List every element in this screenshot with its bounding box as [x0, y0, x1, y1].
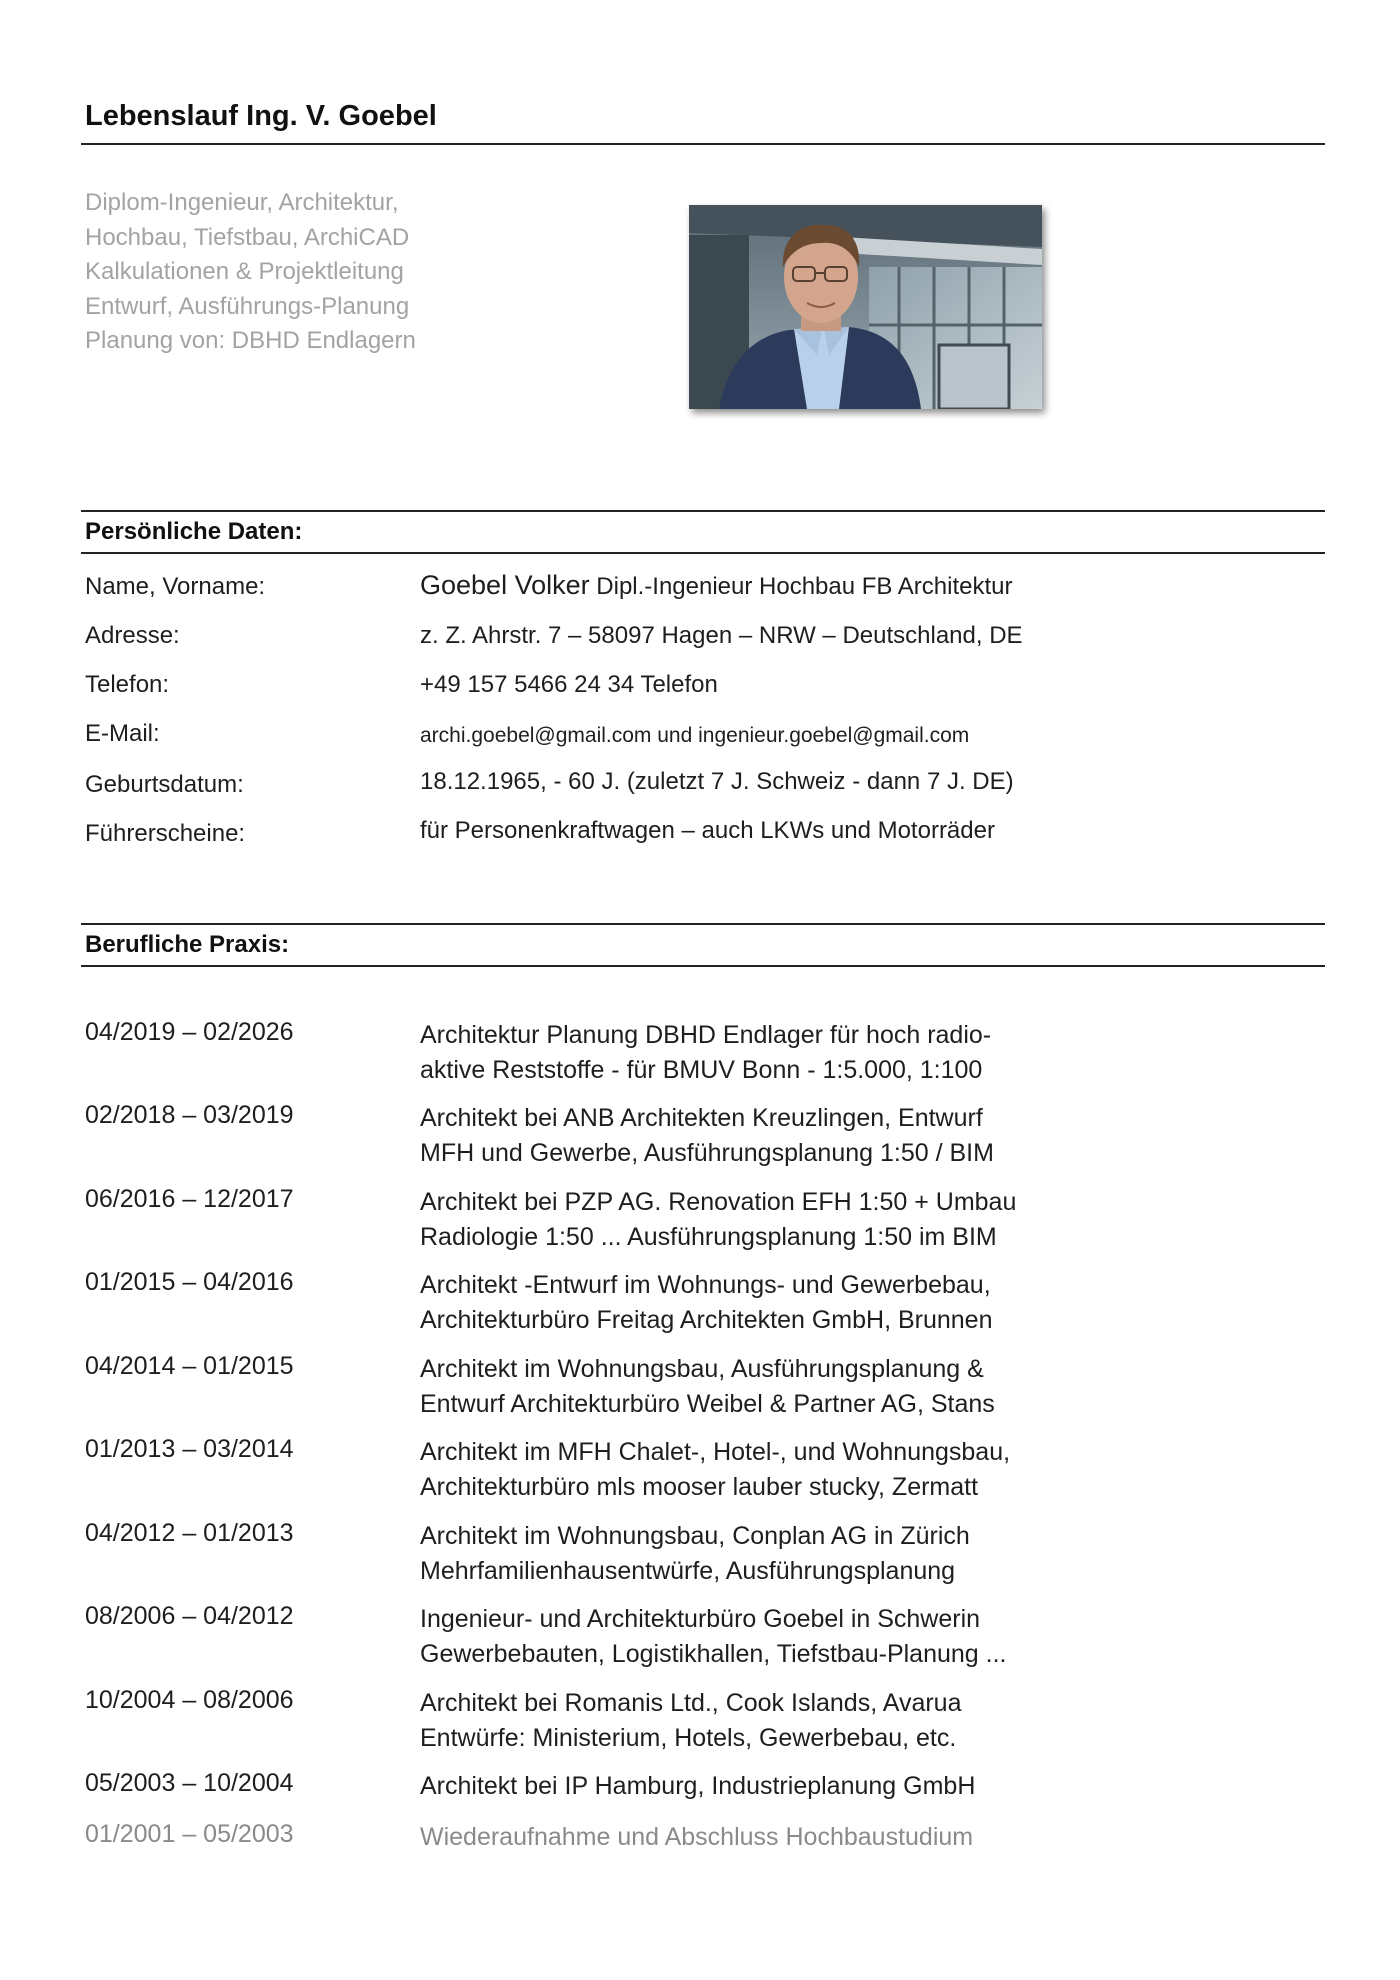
- document-title: Lebenslauf Ing. V. Goebel: [85, 100, 437, 132]
- job-line: Architekt bei IP Hamburg, Industrieplanung GmbH: [420, 1772, 976, 1800]
- practice-heading: Berufliche Praxis:: [85, 931, 290, 958]
- tagline-line: Kalkulationen & Projektleitung: [85, 258, 404, 285]
- job-line: Architekt bei PZP AG. Renovation EFH 1:50 + Umbau: [420, 1188, 1017, 1216]
- job-date: 04/2014 – 01/2015: [85, 1352, 294, 1380]
- job-line: Entwürfe: Ministerium, Hotels, Gewerbebau, etc.: [420, 1724, 957, 1752]
- personal-row-license: [0, 817, 1400, 857]
- job-description: [420, 1686, 961, 1756]
- license-value: für Personenkraftwagen – auch LKWs und Motorräder: [420, 817, 995, 844]
- job-line: Architekt im MFH Chalet-, Hotel-, und Wohnungsbau,: [420, 1438, 1011, 1466]
- birth-label: Geburtsdatum:: [85, 771, 244, 798]
- phone-value: +49 157 5466 24 34 Telefon: [420, 671, 718, 698]
- job-date: 02/2018 – 03/2019: [85, 1101, 294, 1129]
- job-description: [420, 1018, 991, 1088]
- tagline-line: Entwurf, Ausführungs-Planung: [85, 292, 410, 320]
- job-line: Architekturbüro mls mooser lauber stucky, Zermatt: [420, 1473, 979, 1501]
- address-label: Adresse:: [85, 622, 180, 649]
- job-line: MFH und Gewerbe, Ausführungsplanung 1:50 / BIM: [420, 1139, 994, 1167]
- name-rest: Dipl.-Ingenieur Hochbau FB Architektur: [596, 573, 1013, 600]
- job-line: Entwurf Architekturbüro Weibel & Partner AG, Stans: [420, 1390, 995, 1418]
- practice-top-divider: [81, 923, 1325, 925]
- job-description: [420, 1185, 1016, 1255]
- tagline-line: Planung von: DBHD Endlagern: [85, 327, 416, 354]
- job-description: [420, 1101, 994, 1171]
- address-value: z. Z. Ahrstr. 7 – 58097 Hagen – NRW – Deutschland, DE: [420, 622, 1023, 649]
- job-date: 01/2015 – 04/2016: [85, 1268, 294, 1296]
- personal-row-name: [0, 570, 1400, 613]
- job-line: Architekt -Entwurf im Wohnungs- und Gewerbebau,: [420, 1271, 991, 1299]
- personal-row-phone: [0, 671, 1400, 711]
- personal-bottom-divider: [81, 552, 1325, 554]
- job-description: [420, 1769, 975, 1804]
- job-date: 10/2004 – 08/2006: [85, 1686, 294, 1714]
- job-line: Wiederaufnahme und Abschluss Hochbaustudium: [420, 1823, 974, 1851]
- birth-value: 18.12.1965, - 60 J. (zuletzt 7 J. Schweiz - dann 7 J. DE): [420, 768, 1014, 795]
- job-date: 05/2003 – 10/2004: [85, 1769, 294, 1797]
- job-line: aktive Reststoffe - für BMUV Bonn - 1:5.000, 1:100: [420, 1056, 983, 1084]
- job-date: 01/2001 – 05/2003: [85, 1820, 294, 1848]
- name-main: Goebel Volker: [420, 570, 590, 600]
- job-description: [420, 1519, 970, 1589]
- email-label: E-Mail:: [85, 720, 160, 747]
- job-line: Architekt bei Romanis Ltd., Cook Islands, Avarua: [420, 1689, 962, 1717]
- job-description: [420, 1820, 973, 1855]
- job-line: Architekt im Wohnungsbau, Conplan AG in Zürich: [420, 1522, 970, 1550]
- job-line: Architekt bei ANB Architekten Kreuzlingen, Entwurf: [420, 1104, 983, 1132]
- job-description: [420, 1602, 1007, 1672]
- title-divider: [81, 143, 1325, 145]
- job-line: Mehrfamilienhausentwürfe, Ausführungsplanung: [420, 1557, 956, 1585]
- email-text[interactable]: archi.goebel@gmail.com und ingenieur.goebel@gmail.com: [420, 724, 970, 747]
- job-description: [420, 1352, 995, 1422]
- job-line: Gewerbebauten, Logistikhallen, Tiefstbau-Planung ...: [420, 1640, 1007, 1668]
- job-date: 06/2016 – 12/2017: [85, 1185, 294, 1213]
- job-line: Radiologie 1:50 ... Ausführungsplanung 1:50 im BIM: [420, 1223, 997, 1251]
- practice-bottom-divider: [81, 965, 1325, 967]
- job-date: 04/2012 – 01/2013: [85, 1519, 294, 1547]
- job-line: Architekt im Wohnungsbau, Ausführungsplanung &: [420, 1355, 984, 1383]
- job-line: Ingenieur- und Architekturbüro Goebel in Schwerin: [420, 1605, 981, 1633]
- personal-top-divider: [81, 510, 1325, 512]
- tagline-line: Hochbau, Tiefstbau, ArchiCAD: [85, 223, 410, 251]
- personal-row-email: [0, 720, 1400, 760]
- personal-row-address: [0, 622, 1400, 662]
- job-description: [420, 1435, 1010, 1505]
- personal-heading: Persönliche Daten:: [85, 518, 303, 545]
- job-date: 04/2019 – 02/2026: [85, 1018, 294, 1046]
- portrait-photo: [689, 205, 1042, 409]
- tagline-line: Diplom-Ingenieur, Architektur,: [85, 189, 399, 216]
- job-line: Architekturbüro Freitag Architekten GmbH, Brunnen: [420, 1306, 993, 1334]
- tagline: [85, 186, 416, 359]
- job-date: 08/2006 – 04/2012: [85, 1602, 294, 1630]
- name-value: [420, 570, 1012, 601]
- email-value[interactable]: [420, 721, 969, 749]
- personal-row-birth: [0, 768, 1400, 808]
- phone-label: Telefon:: [85, 671, 170, 698]
- license-label: Führerscheine:: [85, 820, 246, 847]
- name-label: Name, Vorname:: [85, 573, 266, 600]
- job-date: 01/2013 – 03/2014: [85, 1435, 294, 1463]
- job-line: Architektur Planung DBHD Endlager für hoch radio-: [420, 1021, 992, 1049]
- job-description: [420, 1268, 993, 1338]
